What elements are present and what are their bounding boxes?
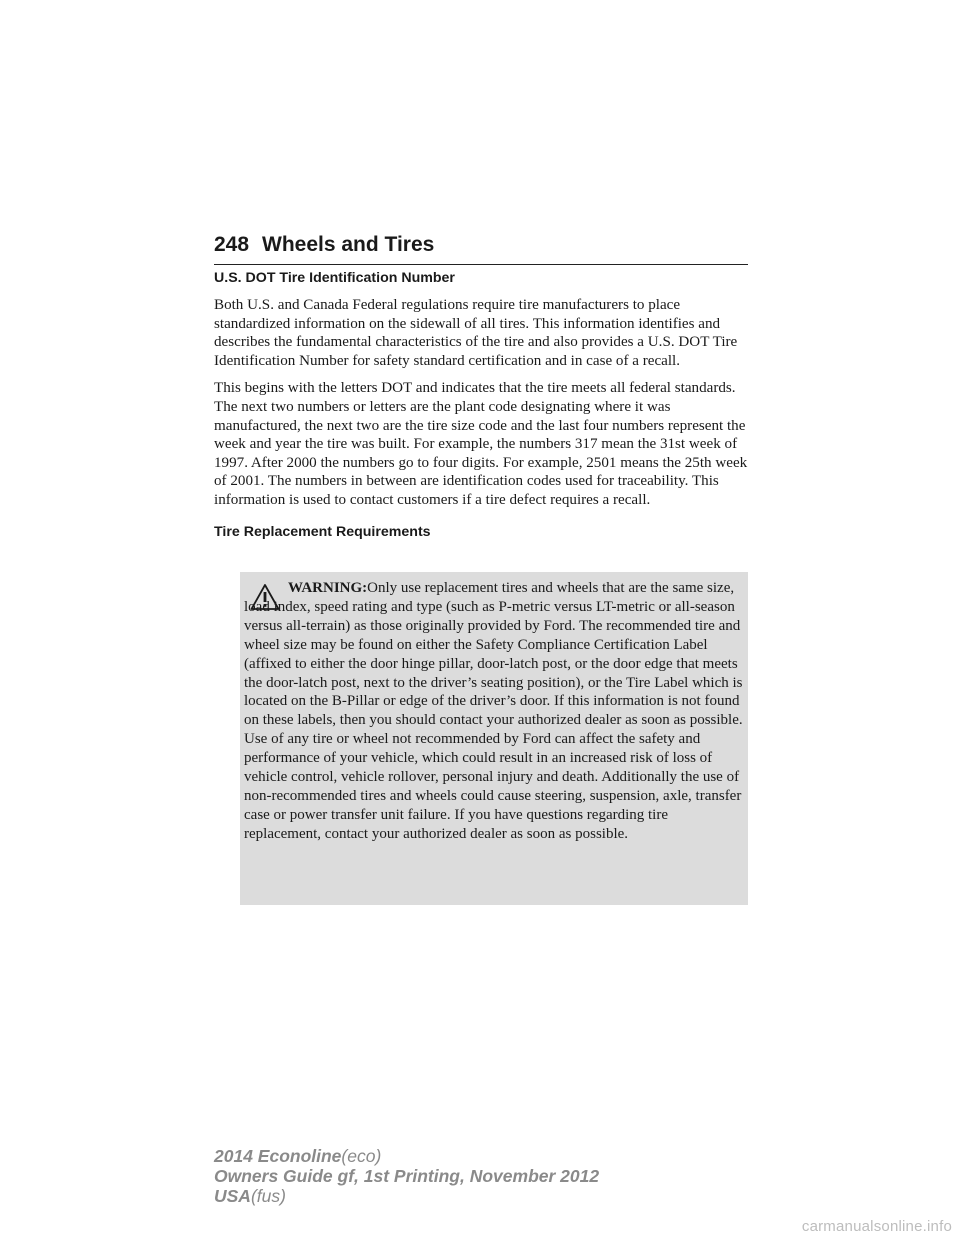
section-heading-dot-tin: U.S. DOT Tire Identification Number [214, 270, 455, 286]
warning-body: Only use replacement tires and wheels that are the same size, load index, speed rating and type (such as P-metric versus LT-metric or all-season versus all-terrain) as those originally provided by Ford. The recommended tire and wheel size may be found on either the Safety Compliance Certification Label (affixed to either the door hinge pillar, door-latch post, or the door edge that meets the door-latch post, next to the driver’s seating position), or the Tire Label which is located on the B-Pillar or edge of the driver’s door. If this information is not found on these labels, then you should contact your authorized dealer as soon as possible. Use of any tire or wheel not recommended by Ford can affect the safety and performance of your vehicle, which could result in an increased risk of loss of vehicle control, vehicle rollover, personal injury and death. Additionally the use of non-recommended tires and wheels could cause steering, suspension, axle, transfer case or power transfer unit failure. If you have questions regarding tire replacement, contact your authorized dealer as soon as possible. [244, 580, 743, 842]
footer-line-1 [214, 1146, 599, 1166]
footer-region: USA [214, 1186, 251, 1206]
warning-box [240, 572, 748, 905]
footer-line-3 [214, 1186, 599, 1206]
page-header [214, 228, 748, 265]
chapter-title: Wheels and Tires [262, 233, 435, 256]
warning-label: WARNING: [288, 580, 368, 596]
page-number: 248 [214, 233, 250, 256]
main-content [214, 268, 754, 550]
paragraph-dot-code: This begins with the letters DOT and indicates that the tire meets all federal standards. The next two numbers or letters are the plant code designating where it was manufactured, the next two are the tire size code and the last four numbers represent the week and year the tire was built. For example, the numbers 317 mean the 31st week of 1997. After 2000 the numbers go to four digits. For example, 2501 means the 25th week of 2001. The numbers in between are identification codes used for traceability. This information is used to contact customers if a tire defect requires a recall. [214, 380, 748, 508]
footer-model-code: (eco) [341, 1146, 382, 1166]
paragraph-regulations: Both U.S. and Canada Federal regulations require tire manufacturers to place standardized information on the sidewall of all tires. This information identifies and describes the fundamental characteristics of the tire and also provides a U.S. DOT Tire Identification Number for safety standard certification and in case of a recall. [214, 297, 738, 369]
footer [214, 1146, 599, 1206]
warning-text [244, 579, 744, 844]
footer-model: 2014 Econoline [214, 1146, 342, 1166]
footer-line-2: Owners Guide gf, 1st Printing, November 2012 [214, 1166, 600, 1186]
watermark: carmanualsonline.info [801, 1218, 952, 1235]
footer-region-code: (fus) [250, 1186, 286, 1206]
section-heading-tire-replacement: Tire Replacement Requirements [214, 523, 431, 540]
